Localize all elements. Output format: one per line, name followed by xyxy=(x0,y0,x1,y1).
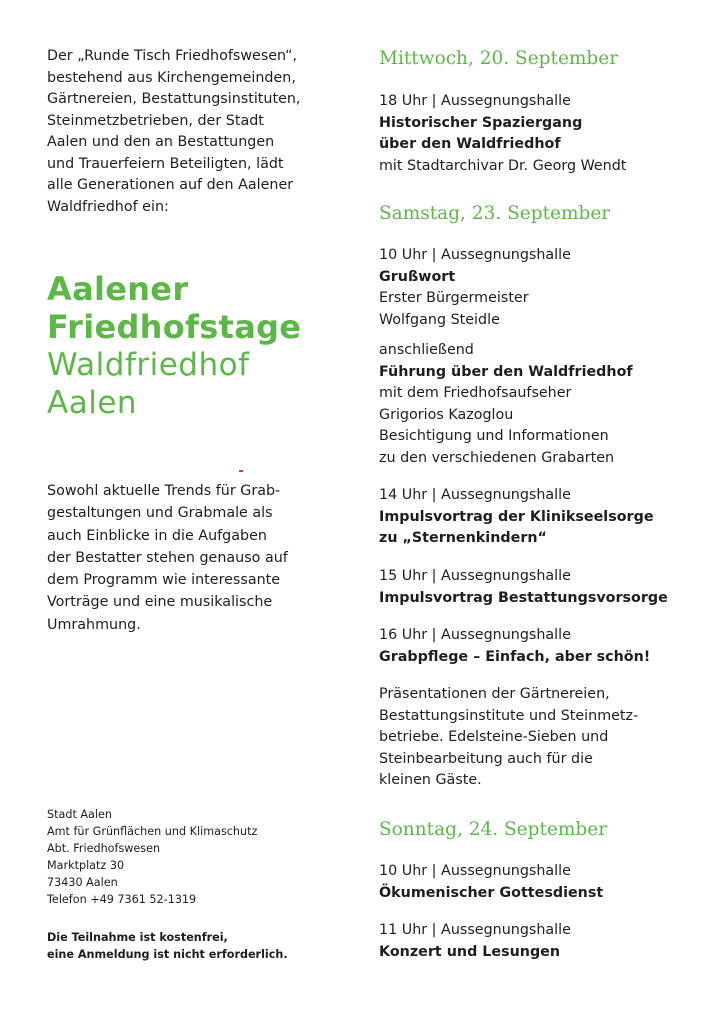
event-line: kleinen Gäste. xyxy=(379,772,482,789)
event-item xyxy=(379,245,699,331)
event-title: zu „Sternenkindern“ xyxy=(379,530,547,547)
contact-line: Stadt Aalen xyxy=(47,808,112,821)
event-line: 14 Uhr | Aussegnungshalle xyxy=(379,487,571,503)
event-item xyxy=(379,485,699,550)
event-title: Historischer Spaziergang xyxy=(379,114,583,131)
event-line: 10 Uhr | Aussegnungshalle xyxy=(379,863,571,879)
participation-notice: Die Teilnahme ist kostenfrei, eine Anmeldung ist nicht erforderlich. xyxy=(47,931,288,961)
event-item xyxy=(379,91,699,177)
title-line-1: Aalener xyxy=(47,270,189,308)
title-line-3: Waldfriedhof xyxy=(47,347,250,383)
event-line: zu den verschiedenen Grabarten xyxy=(379,449,615,466)
day-heading-saturday: Samstag, 23. September xyxy=(379,203,611,224)
event-title: Grabpflege – Einfach, aber schön! xyxy=(379,648,651,665)
intro-text: Der „Runde Tisch Friedhofswesen“, bestehend aus Kirchengemeinden, Gärtnereien, Bestattungsinstituten, Steinmetzbetrieben, der Stadt Aalen und den an Bestattungen und Trauerfeiern Beteiligten, lädt alle Generationen auf den Aalener Waldfriedhof ein: xyxy=(47,48,301,215)
event-line: 15 Uhr | Aussegnungshalle xyxy=(379,568,571,584)
contact-line: Abt. Friedhofswesen xyxy=(47,842,161,855)
event-item xyxy=(379,340,699,470)
day-heading-sunday: Sonntag, 24. September xyxy=(379,819,608,840)
contact-line: Marktplatz 30 xyxy=(47,859,125,872)
event-item xyxy=(379,684,699,792)
contact-line: 73430 Aalen xyxy=(47,876,118,889)
event-line: 11 Uhr | Aussegnungshalle xyxy=(379,922,571,938)
event-title: Grußwort xyxy=(379,268,456,285)
event-title: Ökumenischer Gottesdienst xyxy=(379,884,604,901)
event-line: anschließend xyxy=(379,342,474,358)
event-item xyxy=(379,625,699,668)
contact-block xyxy=(47,806,347,908)
event-line: Grigorios Kazoglou xyxy=(379,406,514,423)
event-line: Wolfgang Steidle xyxy=(379,311,500,328)
event-line: Erster Bürgermeister xyxy=(379,290,529,307)
event-title: Führung über den Waldfriedhof xyxy=(379,363,633,380)
contact-line: Amt für Grünflächen und Klimaschutz xyxy=(47,825,258,838)
event-line: 18 Uhr | Aussegnungshalle xyxy=(379,93,571,109)
event-line: Bestattungsinstitute und Steinmetz- xyxy=(379,707,639,724)
event-line: mit Stadtarchivar Dr. Georg Wendt xyxy=(379,157,627,174)
day-heading-wednesday: Mittwoch, 20. September xyxy=(379,48,619,69)
event-line: mit dem Friedhofsaufseher xyxy=(379,385,572,402)
event-title xyxy=(47,270,347,422)
event-title: Konzert und Lesungen xyxy=(379,943,561,960)
event-line: betriebe. Edelsteine-Sieben und xyxy=(379,729,609,746)
event-item xyxy=(379,920,699,963)
event-line: 16 Uhr | Aussegnungshalle xyxy=(379,627,571,643)
description-text: Sowohl aktuelle Trends für Grab- gestaltungen und Grabmale als auch Einblicke in die Aufgaben der Bestatter stehen genauso auf dem Programm wie interessante Vorträge und eine musikalische Umrahmung. xyxy=(47,483,288,633)
scan-mark xyxy=(239,470,243,472)
contact-phone: Telefon +49 7361 52-1319 xyxy=(47,893,197,906)
event-line: 10 Uhr | Aussegnungshalle xyxy=(379,247,571,263)
event-line: Präsentationen der Gärtnereien, xyxy=(379,686,610,702)
event-title: Impulsvortrag der Klinikseelsorge xyxy=(379,508,654,525)
event-line: Steinbearbeitung auch für die xyxy=(379,750,593,767)
title-line-4: Aalen xyxy=(47,385,138,421)
event-item xyxy=(379,566,699,609)
event-line: Besichtigung und Informationen xyxy=(379,428,609,445)
title-line-2: Friedhofstage xyxy=(47,308,302,346)
event-title: Impulsvortrag Bestattungsvorsorge xyxy=(379,589,668,606)
event-item xyxy=(379,861,699,904)
event-title: über den Waldfriedhof xyxy=(379,136,561,153)
